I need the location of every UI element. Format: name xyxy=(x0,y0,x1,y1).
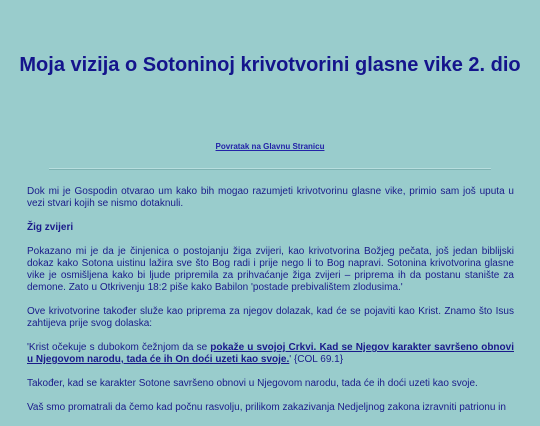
paragraph-cutoff: Vaš smo promatrali da čemo kad počnu rasvolju, prilikom zakazivanja Nedjeljnog zakona izravniti patrionu in xyxy=(27,402,506,413)
paragraph-satan-character: Također, kad se karakter Sotone savršeno obnovi u Njegovom narodu, tada će ih doći uzeti kao svoje. xyxy=(27,378,478,389)
article-body xyxy=(27,186,514,426)
quote-text-before: 'Krist očekuje s dubokom čežnjom da se xyxy=(27,342,211,353)
section-heading: Žig zvijeri xyxy=(27,222,74,233)
quote-citation: ' {COL 69.1} xyxy=(289,354,344,365)
intro-paragraph: Dok mi je Gospodin otvarao um kako bih mogao razumjeti krivotvorinu glasne vike, primio sam još uputa u vezi stvari kojih se nismo dotaknuli. xyxy=(27,186,514,209)
quote-emphasis: pokaže u svojoj Crkvi. Kad se Njegov karakter savršeno obnovi u Njegovom narodu, tada će ih On doći uzeti kao svoje. xyxy=(27,342,514,365)
paragraph-preparation: Ove krivotvorine također služe kao priprema za njegov dolazak, kad će se pojaviti kao Krist. Znamo što Isus zahtijeva prije svog dolaska: xyxy=(27,306,514,329)
back-to-home-link[interactable]: Povratak na Glavnu Stranicu xyxy=(215,142,325,151)
divider xyxy=(49,168,491,170)
paragraph-mark-of-beast: Pokazano mi je da je činjenica o postojanju žiga zvijeri, kao krivotvorina Božjeg pečata, još jedan biblijski dokaz kako Sotona uistinu lažira sve što Bog radi i prije nego li to Bog napravi. Sotonina krivotvorina glasne vike je osmišljena kako bi ljude pripremila za prihvaćanje žiga zvijeri – priprema ih da postanu stanište za demone. Zato u Otkrivenju 18:2 piše kako Babilon 'postade prebivalištem zlodusima.' xyxy=(27,246,514,293)
quote-paragraph xyxy=(27,342,514,366)
page-title: Moja vizija o Sotoninoj krivotvorini glasne vike 2. dio xyxy=(19,54,521,76)
